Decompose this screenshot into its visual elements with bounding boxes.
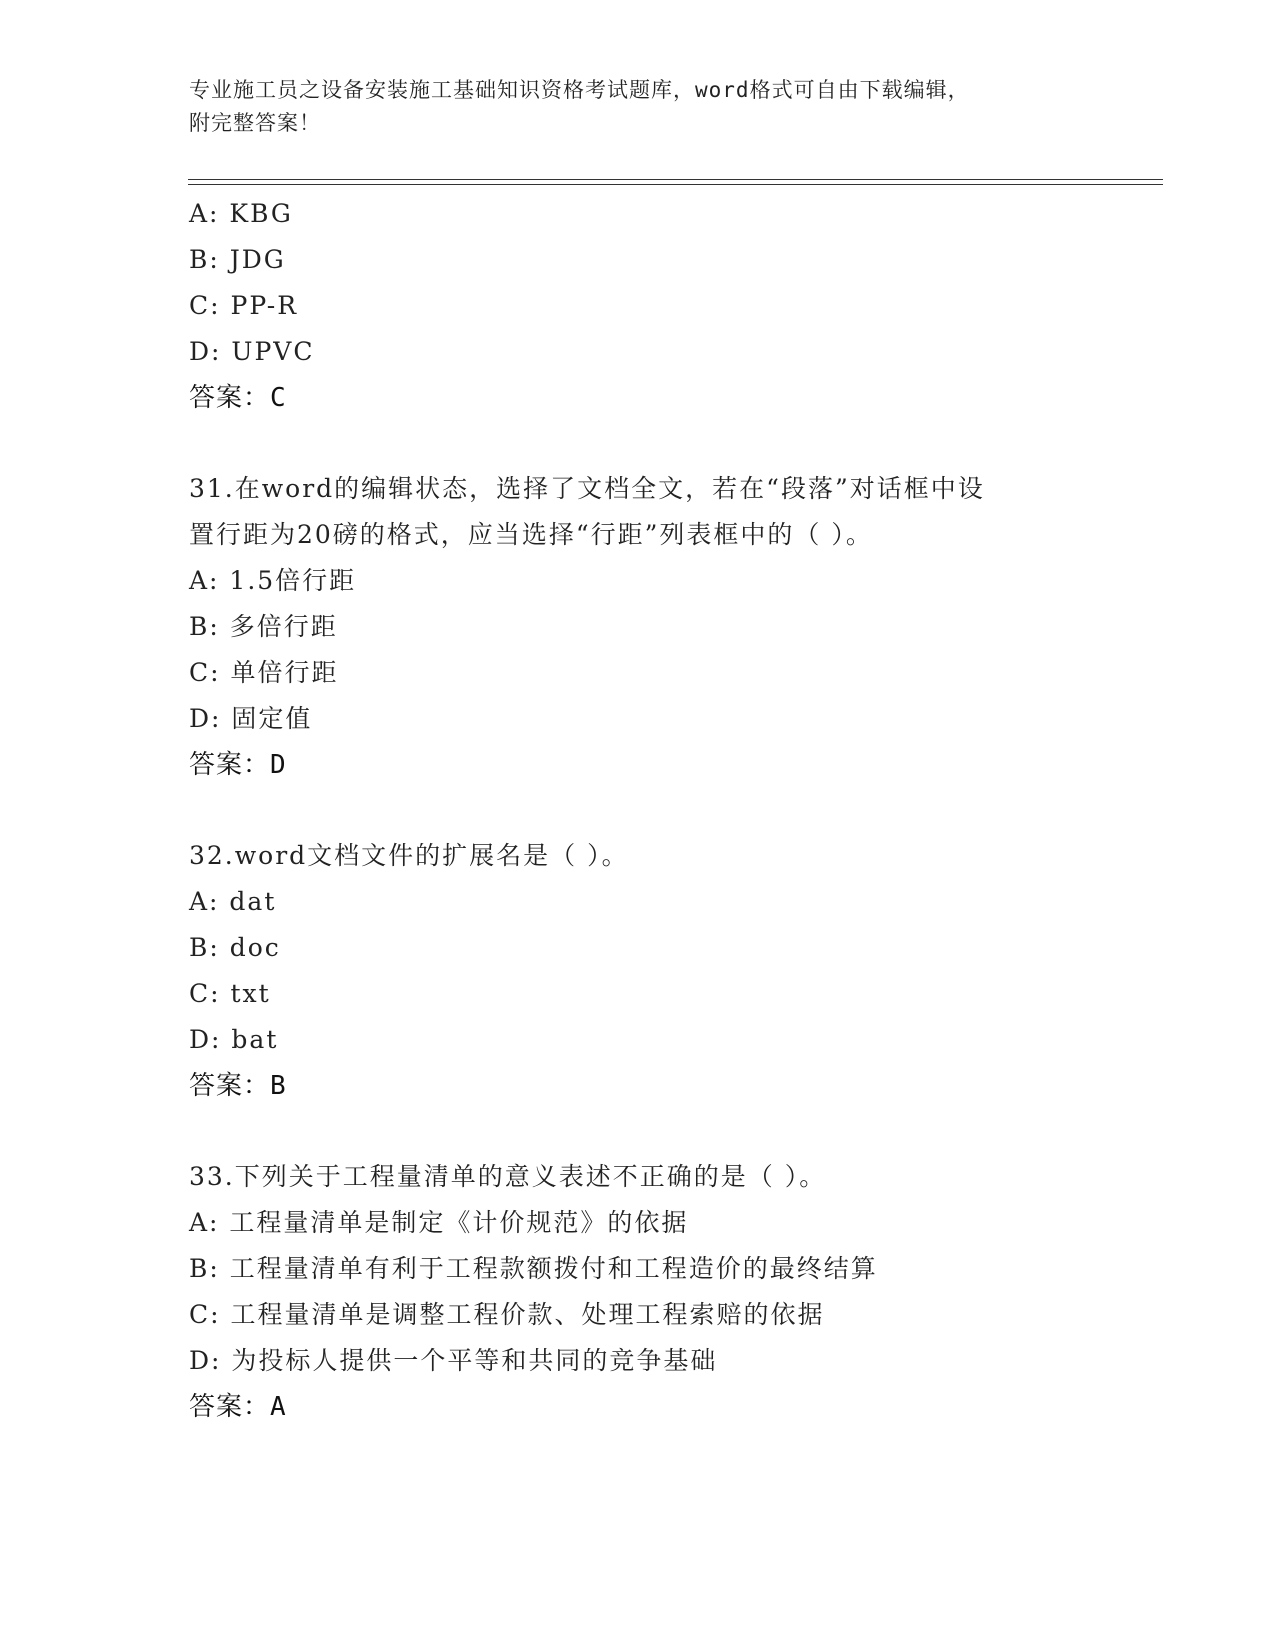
- question-stem-line-1: 31.在word的编辑状态，选择了文档全文，若在“段落”对话框中设: [189, 474, 985, 503]
- question-30: [189, 191, 1089, 421]
- header-line-2: 附完整答案！: [189, 111, 321, 135]
- answer-label: 答案：: [189, 1392, 271, 1422]
- question-33: [189, 1154, 1089, 1430]
- header-line-1: 专业施工员之设备安装施工基础知识资格考试题库，word格式可自由下载编辑，: [189, 78, 970, 102]
- option-d: D: UPVC: [189, 337, 315, 366]
- answer-value: C: [270, 383, 286, 413]
- option-b: B: 多倍行距: [189, 612, 338, 641]
- header-divider-bottom: [188, 184, 1163, 185]
- answer-line: [189, 1384, 1089, 1430]
- answer-value: A: [270, 1392, 286, 1422]
- question-stem-line-1: 32.word文档文件的扩展名是（ ）。: [189, 841, 629, 870]
- answer-label: 答案：: [189, 1071, 271, 1101]
- option-c: C: txt: [189, 979, 271, 1008]
- answer-value: D: [270, 750, 286, 780]
- option-a: A: 1.5倍行距: [189, 566, 357, 595]
- option-b: B: doc: [189, 933, 281, 962]
- answer-label: 答案：: [189, 383, 271, 413]
- answer-line: [189, 1063, 1089, 1109]
- option-b: B: JDG: [189, 245, 286, 274]
- answer-value: B: [270, 1071, 286, 1101]
- option-c: C: 单倍行距: [189, 658, 339, 687]
- answer-line: [189, 375, 1089, 421]
- answer-line: [189, 742, 1089, 788]
- question-stem-line-2: 置行距为20磅的格式，应当选择“行距”列表框中的（ ）。: [189, 520, 873, 549]
- question-spacer: [189, 1109, 1089, 1154]
- option-c: C: PP-R: [189, 291, 299, 320]
- option-d: D: 固定值: [189, 704, 313, 733]
- question-31: [189, 466, 1089, 788]
- option-a: A: KBG: [189, 199, 293, 228]
- question-list: [189, 191, 1089, 1430]
- option-a: A: 工程量清单是制定《计价规范》的依据: [189, 1208, 689, 1237]
- question-32: [189, 833, 1089, 1109]
- answer-label: 答案：: [189, 750, 271, 780]
- question-spacer: [189, 421, 1089, 466]
- option-a: A: dat: [189, 887, 277, 916]
- header-divider-top: [188, 179, 1163, 180]
- option-b: B: 工程量清单有利于工程款额拨付和工程造价的最终结算: [189, 1254, 878, 1283]
- option-c: C: 工程量清单是调整工程价款、处理工程索赔的依据: [189, 1300, 825, 1329]
- option-d: D: 为投标人提供一个平等和共同的竞争基础: [189, 1346, 718, 1375]
- document-header: [189, 74, 1089, 140]
- question-spacer: [189, 788, 1089, 833]
- option-d: D: bat: [189, 1025, 279, 1054]
- question-stem-line-1: 33.下列关于工程量清单的意义表述不正确的是（ ）。: [189, 1162, 827, 1191]
